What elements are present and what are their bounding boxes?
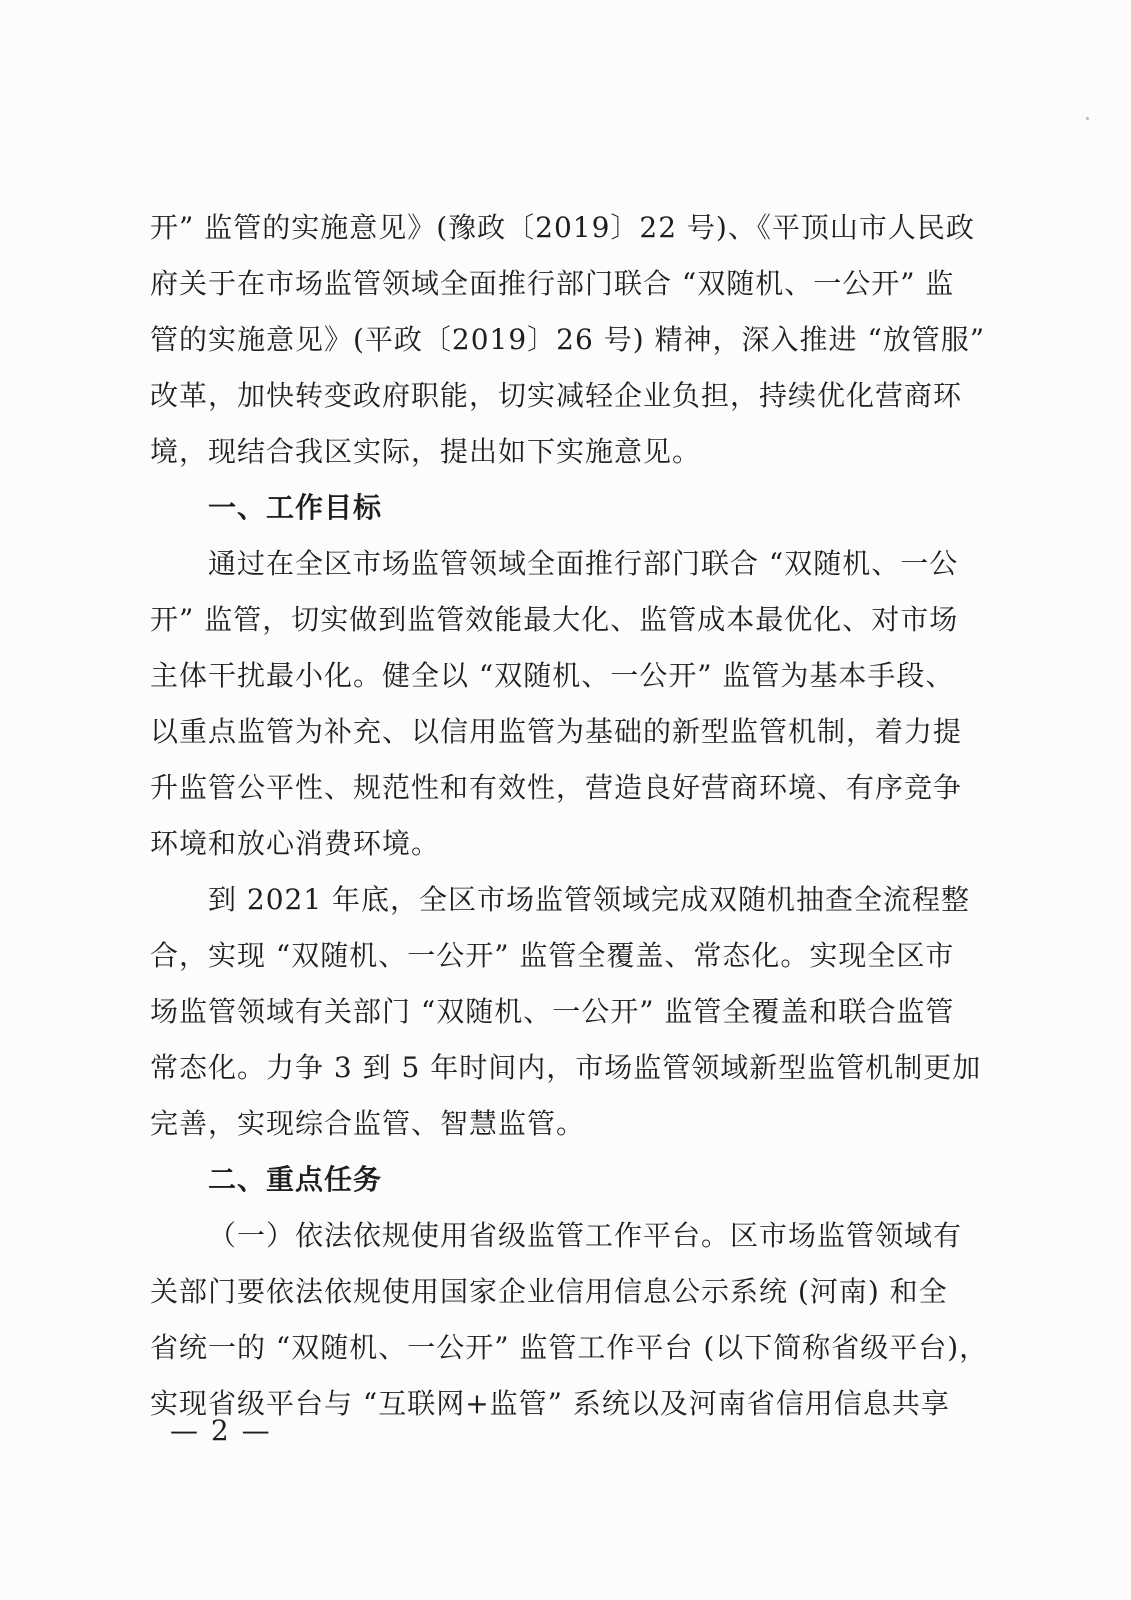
paragraph-line: 主体干扰最小化。健全以 “双随机、一公开” 监管为基本手段、 [150,659,955,692]
paragraph-line: 实现省级平台与 “互联网+监管” 系统以及河南省信用信息共享 [150,1387,950,1420]
body-line: 管的实施意见》(平政〔2019〕26 号) 精神，深入推进 “放管服” [150,323,986,356]
paragraph-line: 到 2021 年底，全区市场监管领域完成双随机抽查全流程整 [208,883,971,916]
paragraph-line: 开” 监管，切实做到监管效能最大化、监管成本最优化、对市场 [150,603,959,636]
paragraph-line: 通过在全区市场监管领域全面推行部门联合 “双随机、一公 [208,547,959,580]
paragraph-line: 合，实现 “双随机、一公开” 监管全覆盖、常态化。实现全区市 [150,939,955,972]
section-heading-work-goals: 一、工作目标 [208,491,383,524]
body-line: 境，现结合我区实际，提出如下实施意见。 [150,435,702,468]
paragraph-line: 省统一的 “双随机、一公开” 监管工作平台 (以下简称省级平台)， [150,1331,989,1364]
paragraph-text: 区市场监管领域有 [730,1219,963,1252]
paragraph-line: 场监管领域有关部门 “双随机、一公开” 监管全覆盖和联合监管 [150,995,955,1028]
body-line: 开” 监管的实施意见》(豫政〔2019〕22 号)、《平顶山市人民政 [150,211,975,244]
body-line: 改革，加快转变政府职能，切实减轻企业负担，持续优化营商环 [150,379,963,412]
paragraph-line: 完善，实现综合监管、智慧监管。 [150,1107,586,1140]
section-heading-key-tasks: 二、重点任务 [208,1163,383,1196]
paragraph-line: 环境和放心消费环境。 [150,827,441,860]
paragraph-line: 常态化。力争 3 到 5 年时间内，市场监管领域新型监管机制更加 [150,1051,982,1084]
subsection-title: （一）依法依规使用省级监管工作平台。 [208,1219,731,1252]
paragraph-line: 升监管公平性、规范性和有效性，营造良好营商环境、有序竞争 [150,771,963,804]
paragraph-line [150,1208,990,1264]
scan-speck [1086,117,1089,120]
paragraph-line: 关部门要依法依规使用国家企业信用信息公示系统 (河南) 和全 [150,1275,948,1308]
paragraph-line: 以重点监管为补充、以信用监管为基础的新型监管机制，着力提 [150,715,963,748]
page-number: — 2 — [170,1414,272,1447]
body-line: 府关于在市场监管领域全面推行部门联合 “双随机、一公开” 监 [150,267,955,300]
document-body [150,200,990,1432]
